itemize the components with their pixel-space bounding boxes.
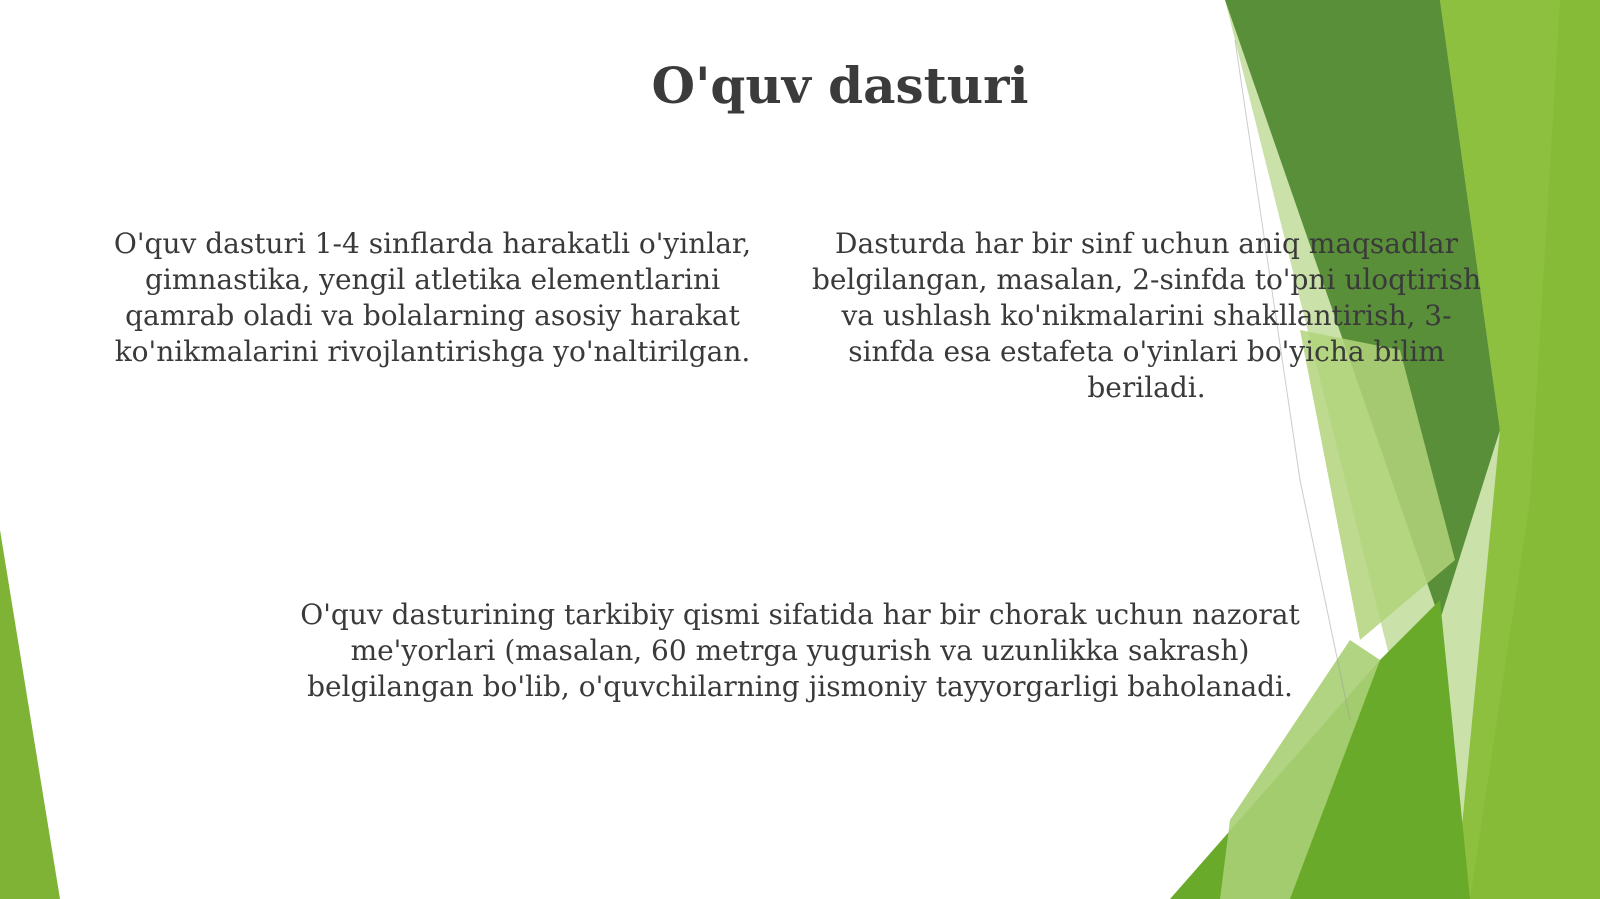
paragraph-bottom: O'quv dasturining tarkibiy qismi sifatida har bir chorak uchun nazorat me'yorlari (masalan, 60 metrga yugurish va uzunlikka sakrash) belgilangan bo'lib, o'quvchilarning jismoniy tayyorgarligi baholanadi. [300,598,1300,703]
paragraph-left: O'quv dasturi 1-4 sinflarda harakatli o'yinlar, gimnastika, yengil atletika elementlarini qamrab oladi va bolalarning asosiy harakat ko'nikmalarini rivojlantirishga yo'naltirilgan. [113,227,752,368]
slide-title: O'quv dasturi [651,56,1029,115]
green-facet-left [0,530,60,899]
paragraph-right: Dasturda har bir sinf uchun aniq maqsadlar belgilangan, masalan, 2-sinfda to'pni uloqtirish va ushlash ko'nikmalarini shakllantirish, 3-sinfda esa estafeta o'yinlari bo'yicha bilim beriladi. [811,227,1482,404]
